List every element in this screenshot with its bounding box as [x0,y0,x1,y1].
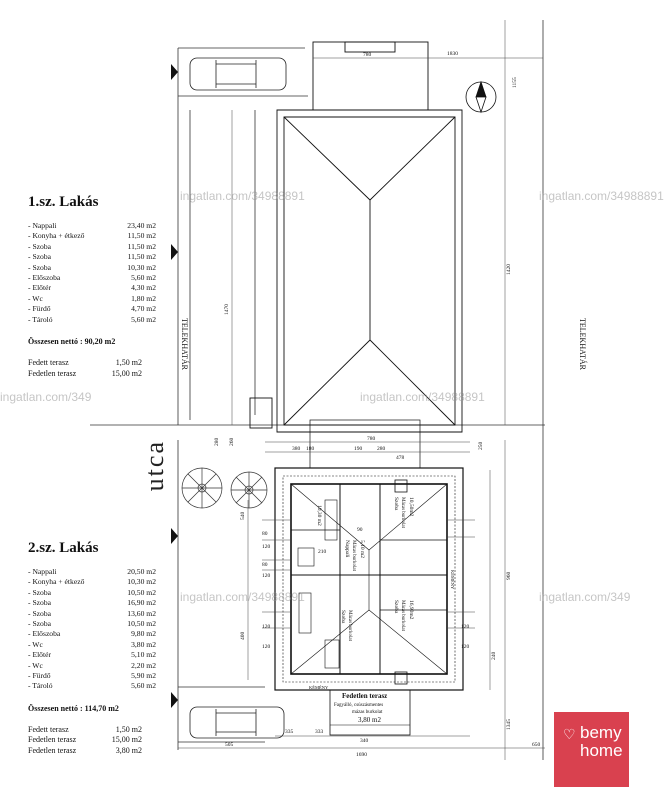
dimension-text [214,51,541,758]
room-row [28,588,156,598]
room-name: - Előszoba [28,629,60,639]
room-name: - Wc [28,640,43,650]
room-name: - Konyha + étkező [28,577,84,587]
svg-text:1345: 1345 [506,719,512,730]
room-row [28,661,156,671]
room-name: - Fürdő [28,671,51,681]
room-area: 4,70 m2 [131,304,156,314]
lot-line-label-right: TELEKHATÁR [578,318,587,370]
watermark: ingatlan.com/34988891 [180,590,305,604]
room-area: 4,30 m2 [131,283,156,293]
north-arrow [466,82,496,112]
room-row [28,577,156,587]
room-name: - Szoba [28,619,51,629]
room-area: 10,30 m2 [127,577,156,587]
room-name: - Előszoba [28,273,60,283]
svg-text:Szoba: Szoba [393,497,399,511]
room-name: - Wc [28,294,43,304]
svg-text:505: 505 [225,742,234,748]
svg-text:5,10 m2: 5,10 m2 [359,540,365,559]
terrace-name: Fedetlen terasz [28,745,77,755]
svg-text:1420: 1420 [506,264,512,275]
svg-text:190: 190 [354,446,363,452]
tree-symbols [182,468,267,508]
room-area: 13,60 m2 [127,608,156,618]
room-area: 11,50 m2 [127,231,156,241]
room-row [28,283,156,293]
svg-text:Szoba: Szoba [340,610,346,624]
terrace-name: Fedett terasz [28,724,69,734]
room-row [28,681,156,691]
terrace-name: Fedetlen terasz [28,368,77,378]
room-row [28,231,156,241]
room-area: 1,80 m2 [131,293,156,303]
svg-text:335: 335 [285,729,294,735]
room-area: 5,10 m2 [131,650,156,660]
apartment-1-title: 1.sz. Lakás [28,194,99,210]
svg-text:Fagyálló, csúszásmentes: Fagyálló, csúszásmentes [334,703,384,708]
svg-text:Mázas burkolat: Mázas burkolat [400,600,405,631]
apartment-2-panel [28,540,156,756]
room-area: 5,90 m2 [131,671,156,681]
terrace-area: 1,50 m2 [115,724,142,734]
svg-text:120: 120 [262,644,271,650]
apartment-2-room-list [28,567,156,692]
room-name: - Fürdő [28,304,51,314]
apartment-1-panel [28,194,156,379]
svg-text:333: 333 [315,729,324,735]
svg-text:1470: 1470 [224,304,230,315]
terrace-area: 15,00 m2 [111,735,142,745]
room-area: 10,30 m2 [127,262,156,272]
room-area: 5,60 m2 [131,273,156,283]
terrace-name: Fedett terasz [28,358,69,368]
room-row [28,263,156,273]
svg-text:3,80 m2: 3,80 m2 [358,716,381,724]
terrace-row [28,735,142,746]
room-area: 11,50 m2 [127,252,156,262]
apartment-1-net-total: Összesen nettó : 90,20 m2 [28,337,116,347]
bemyhome-logo [554,712,629,787]
svg-text:240: 240 [491,651,497,660]
room-area: 23,40 m2 [127,221,156,230]
room-name: - Szoba [28,588,51,598]
room-name: - Konyha + étkező [28,231,84,241]
svg-text:Fedetlen terasz: Fedetlen terasz [342,692,388,700]
svg-text:16,90m2: 16,90m2 [408,600,414,620]
room-row [28,671,156,681]
room-name: - Előtér [28,650,51,660]
room-row [28,619,156,629]
logo-text-line2: home [580,741,623,760]
svg-text:340: 340 [360,738,369,744]
room-name: - Nappali [28,221,56,231]
svg-text:180: 180 [306,446,315,452]
building-plan-bottom [275,420,463,735]
svg-text:780: 780 [363,52,372,58]
apartment-2-net-total: Összesen nettó : 114,70 m2 [28,703,119,713]
room-row [28,294,156,304]
building-roof-top [250,42,462,432]
room-area: 16,90 m2 [127,598,156,608]
room-name: - Szoba [28,609,51,619]
watermark: ingatlan.com/349 [539,590,631,604]
svg-text:10,50m2: 10,50m2 [408,497,414,517]
room-row [28,221,156,231]
car-bottom [190,707,284,738]
terrace-row [28,746,142,757]
room-area: 10,50 m2 [127,587,156,597]
room-row [28,598,156,608]
svg-text:380: 380 [292,446,301,452]
terrace-area: 3,80 m2 [115,745,142,755]
street-markers [171,64,178,708]
svg-text:10,30 m2: 10,30 m2 [316,505,322,526]
watermark: ingatlan.com/349 [0,390,92,404]
apartment-1-room-list [28,221,156,325]
room-row [28,609,156,619]
room-name: - Előtér [28,283,51,293]
room-name: - Szoba [28,598,51,608]
apartment-2-title: 2.sz. Lakás [28,540,99,556]
street-label: utca [140,440,169,492]
svg-text:Nappali: Nappali [344,540,350,558]
apartment-2-terraces [28,725,142,757]
svg-text:80: 80 [262,531,268,537]
svg-text:120: 120 [262,573,271,579]
svg-text:1155: 1155 [512,77,518,88]
svg-text:80: 80 [262,562,268,568]
room-name: - Tároló [28,315,53,325]
room-row [28,629,156,639]
room-area: 3,80 m2 [131,639,156,649]
room-area: 20,50 m2 [127,567,156,576]
room-row [28,650,156,660]
terrace-area: 1,50 m2 [115,358,142,368]
terrace-row [28,725,142,736]
svg-text:KÉMÉNY: KÉMÉNY [450,570,455,590]
svg-text:mázas burkolat: mázas burkolat [352,710,383,715]
room-row [28,567,156,577]
svg-text:120: 120 [262,544,271,550]
room-area: 10,50 m2 [127,619,156,629]
svg-text:1830: 1830 [447,51,458,57]
watermark: ingatlan.com/34988891 [539,189,664,203]
room-area: 11,50 m2 [127,241,156,251]
svg-text:280: 280 [377,446,386,452]
room-name: - Szoba [28,263,51,273]
terrace-name: Fedetlen terasz [28,735,77,745]
svg-text:960: 960 [506,571,512,580]
svg-text:KÉMÉNY: KÉMÉNY [309,685,329,690]
svg-text:Mázas burkolat: Mázas burkolat [347,610,352,641]
car-top [190,58,286,90]
svg-text:540: 540 [240,511,246,520]
room-row [28,304,156,314]
svg-text:250: 250 [478,441,484,450]
svg-text:120: 120 [262,624,271,630]
svg-text:Szoba: Szoba [393,600,399,614]
room-area: 5,60 m2 [131,314,156,324]
room-area: 9,80 m2 [131,629,156,639]
room-name: - Tároló [28,681,53,691]
svg-text:Mázas burkolat: Mázas burkolat [351,540,356,571]
svg-text:650: 650 [532,742,541,748]
room-name: - Nappali [28,567,56,577]
room-row [28,242,156,252]
svg-text:210: 210 [318,549,327,555]
room-row [28,252,156,262]
svg-text:478: 478 [396,455,405,461]
room-area: 5,60 m2 [131,681,156,691]
room-row [28,273,156,283]
svg-text:120: 120 [461,644,470,650]
room-name: - Szoba [28,252,51,262]
watermark: ingatlan.com/34988891 [360,390,485,404]
svg-text:120: 120 [461,624,470,630]
terrace-row [28,369,142,380]
lot-line-label-left: TELEKHATÁR [180,318,189,370]
heart-key-icon: ♡ [563,726,576,742]
room-row [28,640,156,650]
svg-text:Mázas burkolat: Mázas burkolat [400,497,405,528]
room-area: 2,20 m2 [131,660,156,670]
room-row [28,315,156,325]
svg-text:1690: 1690 [356,752,367,758]
terrace-area: 15,00 m2 [111,368,142,378]
room-name: - Wc [28,661,43,671]
svg-text:400: 400 [240,631,246,640]
apartment-1-terraces [28,358,142,379]
room-name: - Szoba [28,242,51,252]
svg-text:260: 260 [229,437,235,446]
watermark: ingatlan.com/34988891 [180,189,305,203]
svg-text:780: 780 [367,436,376,442]
logo-text-line1: bemy [580,723,622,742]
svg-text:280: 280 [214,437,220,446]
terrace-row [28,358,142,369]
svg-text:90: 90 [357,527,363,533]
